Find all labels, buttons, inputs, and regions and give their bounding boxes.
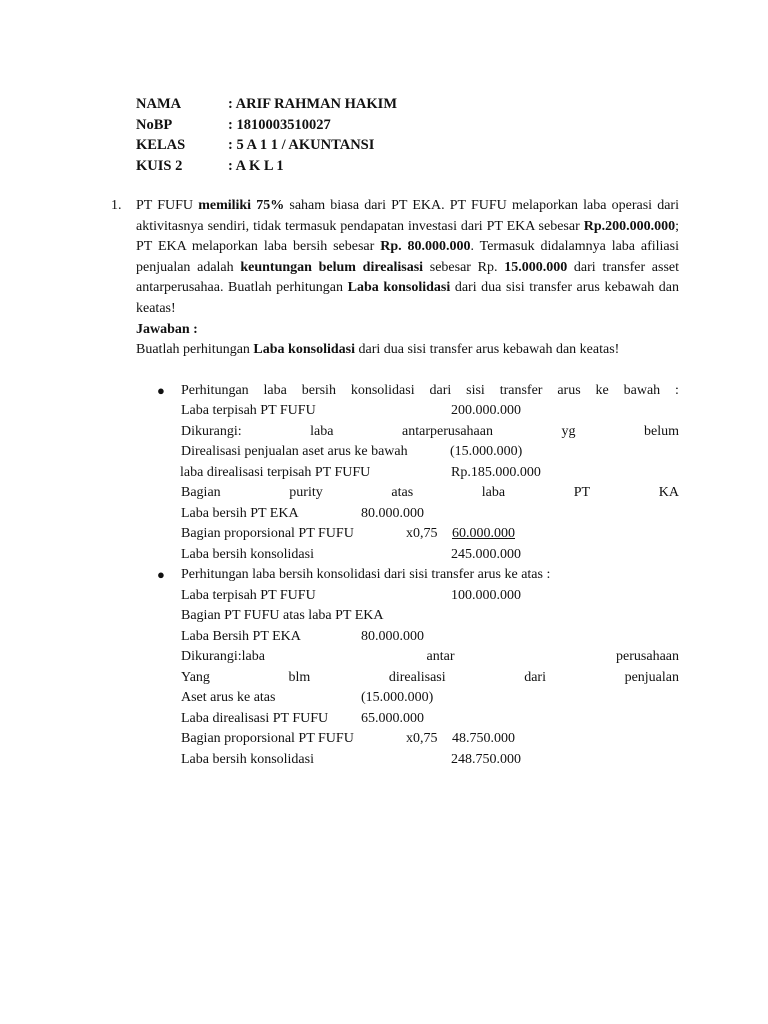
bullet-dot-icon: ●: [157, 382, 165, 398]
student-header: [136, 94, 397, 176]
header-value: : 1810003510027: [228, 116, 331, 133]
answer-text: Buatlah perhitungan Laba konsolidasi dari dua sisi transfer arus kebawah dan keatas!: [136, 342, 620, 358]
answer-heading: Jawaban :: [136, 321, 198, 337]
upstream-title: Perhitungan laba bersih konsolidasi dari sisi transfer arus ke atas :: [181, 567, 551, 583]
calc-row: Bagian proporsional PT FUFU x0,75 48.750.000: [181, 731, 515, 747]
bullet-dot-icon: ●: [157, 567, 165, 583]
header-label: NAMA: [136, 96, 182, 112]
header-row-nobp: [136, 115, 397, 136]
header-value: : A K L 1: [228, 157, 284, 174]
calc-row: Laba direalisasi PT FUFU 65.000.000: [181, 710, 424, 726]
header-row-nama: [136, 94, 397, 115]
calc-row-total: Laba bersih konsolidasi 245.000.000: [181, 546, 521, 562]
header-value: : ARIF RAHMAN HAKIM: [228, 96, 398, 112]
header-value: : 5 A 1 1 / AKUNTANSI: [228, 137, 375, 153]
bullet-downstream: [136, 381, 679, 566]
calc-row-spread: Yang blm direalisasi dari penjualan: [181, 669, 679, 685]
calc-row-spread: Bagian purity atas laba PT KA: [181, 485, 679, 501]
question-number: 1.: [111, 198, 122, 213]
header-label: KELAS: [136, 137, 186, 153]
downstream-title: Perhitungan laba bersih konsolidasi dari sisi transfer arus ke bawah :: [181, 382, 679, 398]
header-row-kuis: [136, 156, 397, 177]
calc-row: Bagian proporsional PT FUFU x0,75 60.000.000: [181, 526, 515, 542]
calc-row: Laba terpisah PT FUFU 100.000.000: [181, 587, 521, 603]
header-label: KUIS 2: [136, 157, 183, 174]
calc-row: Bagian PT FUFU atas laba PT EKA: [181, 608, 384, 624]
calc-row: laba direalisasi terpisah PT FUFU Rp.185.000.000: [180, 464, 541, 480]
calc-row: Direalisasi penjualan aset arus ke bawah (15.000.000): [181, 444, 523, 460]
calc-row-spread: Dikurangi:laba antar perusahaan: [181, 649, 679, 665]
calc-row-spread: Dikurangi: laba antarperusahaan yg belum: [181, 423, 679, 439]
header-label: NoBP: [136, 116, 173, 133]
question-text: PT FUFU memiliki 75% saham biasa dari PT EKA. PT FUFU melaporkan laba operasi dari aktivitasnya sendiri, tidak termasuk pendapatan investasi dari PT EKA sebesar Rp.200.000.000; PT EKA melaporkan laba bersih sebesar Rp. 80.000.000. Termasuk didalamnya laba afiliasi penjualan adalah keuntungan belum direalisasi sebesar Rp. 15.000.000 dari transfer asset antarperusahaa. Buatlah perhitungan Laba konsolidasi dari dua sisi transfer arus kebawah dan keatas!: [136, 198, 680, 316]
bullet-upstream: [136, 565, 679, 770]
calc-row: Aset arus ke atas (15.000.000): [181, 690, 434, 706]
header-row-kelas: [136, 135, 397, 156]
calc-row: Laba Bersih PT EKA 80.000.000: [181, 628, 424, 644]
calc-row: Laba terpisah PT FUFU 200.000.000: [181, 403, 521, 419]
calc-row-total: Laba bersih konsolidasi 248.750.000: [181, 751, 521, 767]
calc-row: Laba bersih PT EKA 80.000.000: [181, 505, 424, 521]
question-item: [111, 196, 679, 770]
